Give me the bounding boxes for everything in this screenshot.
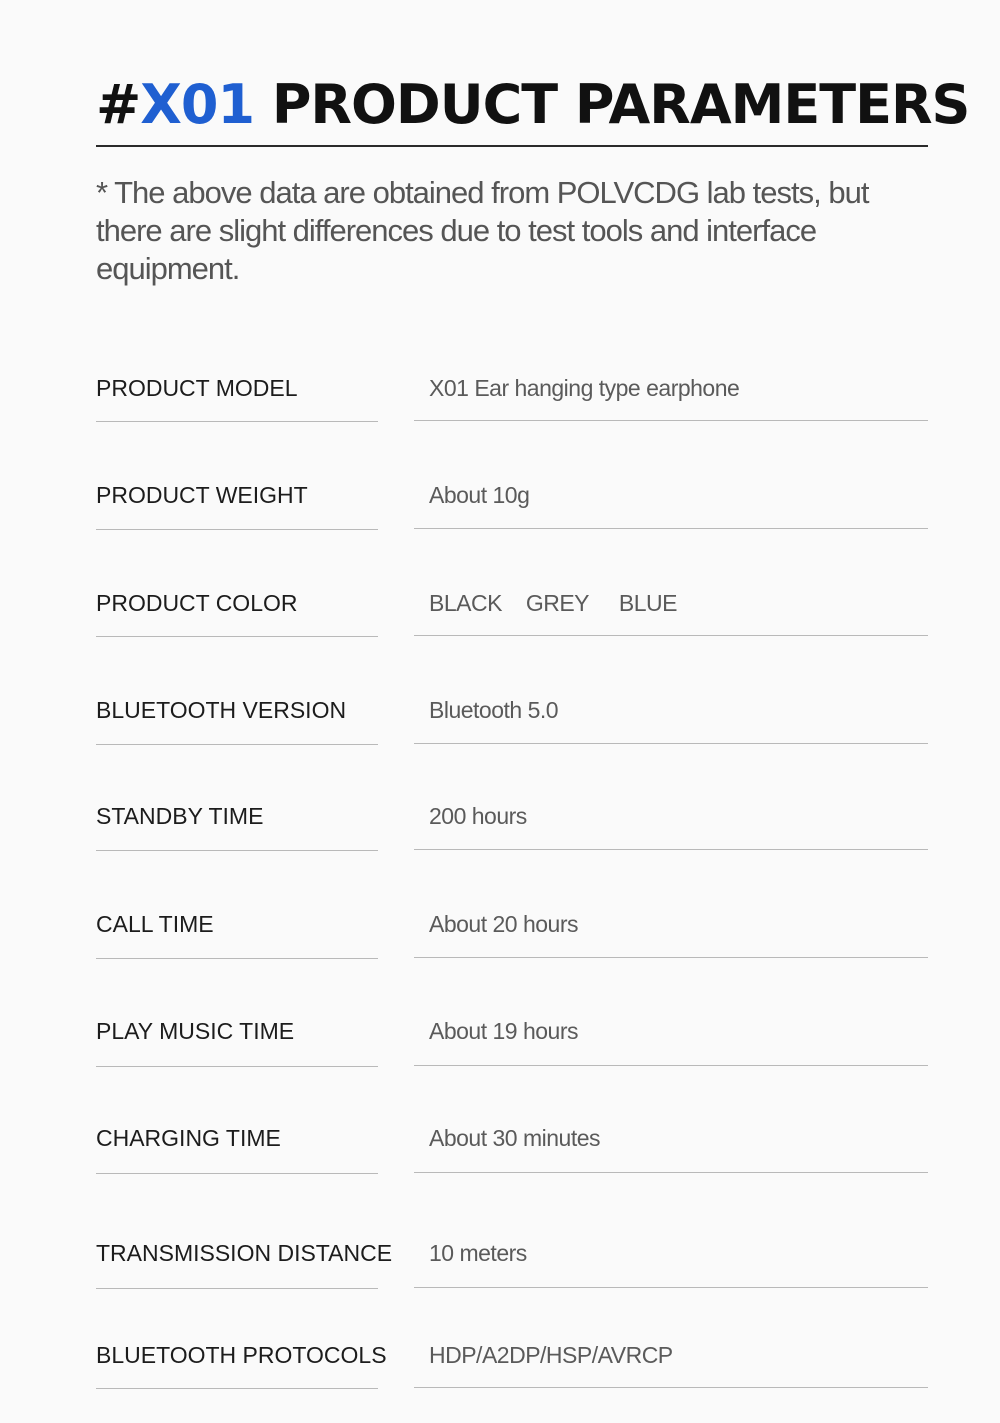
row-divider-right [414, 743, 928, 744]
row-divider-left [96, 529, 378, 530]
row-divider-left [96, 850, 378, 851]
spec-value: About 30 minutes [429, 1125, 601, 1151]
spec-row-call-time [0, 908, 1000, 968]
spec-row-product-weight [0, 479, 1000, 539]
row-divider-left [96, 958, 378, 959]
spec-value-colors [429, 587, 929, 619]
spec-row-product-color [0, 587, 1000, 647]
row-divider-left [96, 1173, 378, 1174]
color-option-blue: BLUE [618, 590, 677, 616]
row-divider-left [96, 421, 378, 422]
spec-value: About 20 hours [429, 911, 579, 937]
color-option-grey: GREY [525, 590, 590, 616]
spec-value: 200 hours [429, 803, 527, 829]
row-divider-right [414, 635, 928, 636]
title-text: PRODUCT PARAMETERS [271, 73, 970, 136]
row-divider-right [414, 1387, 928, 1388]
row-divider-right [414, 420, 928, 421]
spec-label: PRODUCT WEIGHT [96, 482, 308, 508]
spec-value: X01 Ear hanging type earphone [429, 375, 740, 401]
spec-row-product-model [0, 372, 1000, 432]
spec-label: PRODUCT MODEL [96, 375, 298, 401]
spec-label: PLAY MUSIC TIME [96, 1018, 295, 1044]
row-divider-left [96, 744, 378, 745]
title-model: X01 [140, 73, 255, 136]
color-option-black: BLACK [429, 590, 502, 616]
row-divider-right [414, 1065, 928, 1066]
row-divider-right [414, 957, 928, 958]
spec-value: HDP/A2DP/HSP/AVRCP [429, 1342, 673, 1368]
row-divider-right [414, 1172, 928, 1173]
spec-row-standby-time [0, 800, 1000, 860]
title-hash: # [96, 73, 141, 136]
row-divider-left [96, 636, 378, 637]
spec-value: 10 meters [429, 1240, 527, 1266]
spec-value: About 10g [429, 482, 530, 508]
spec-label: CALL TIME [96, 911, 214, 937]
row-divider-left [96, 1388, 378, 1389]
spec-label: STANDBY TIME [96, 803, 264, 829]
row-divider-left [96, 1288, 378, 1289]
disclaimer-note: * The above data are obtained from POLVCDG lab tests, but there are slight differences due to test tools and interface equipment. [96, 175, 869, 286]
row-divider-right [414, 849, 928, 850]
row-divider-right [414, 528, 928, 529]
spec-label: TRANSMISSION DISTANCE [96, 1240, 393, 1266]
row-divider-right [414, 1287, 928, 1288]
spec-row-bluetooth-protocols [0, 1339, 1000, 1399]
spec-value: About 19 hours [429, 1018, 579, 1044]
row-divider-left [96, 1066, 378, 1067]
spec-row-bluetooth-version [0, 694, 1000, 754]
spec-label: BLUETOOTH PROTOCOLS [96, 1342, 387, 1368]
spec-label: PRODUCT COLOR [96, 590, 298, 616]
spec-label: BLUETOOTH VERSION [96, 697, 347, 723]
spec-label: CHARGING TIME [96, 1125, 281, 1151]
spec-value: Bluetooth 5.0 [429, 697, 559, 723]
